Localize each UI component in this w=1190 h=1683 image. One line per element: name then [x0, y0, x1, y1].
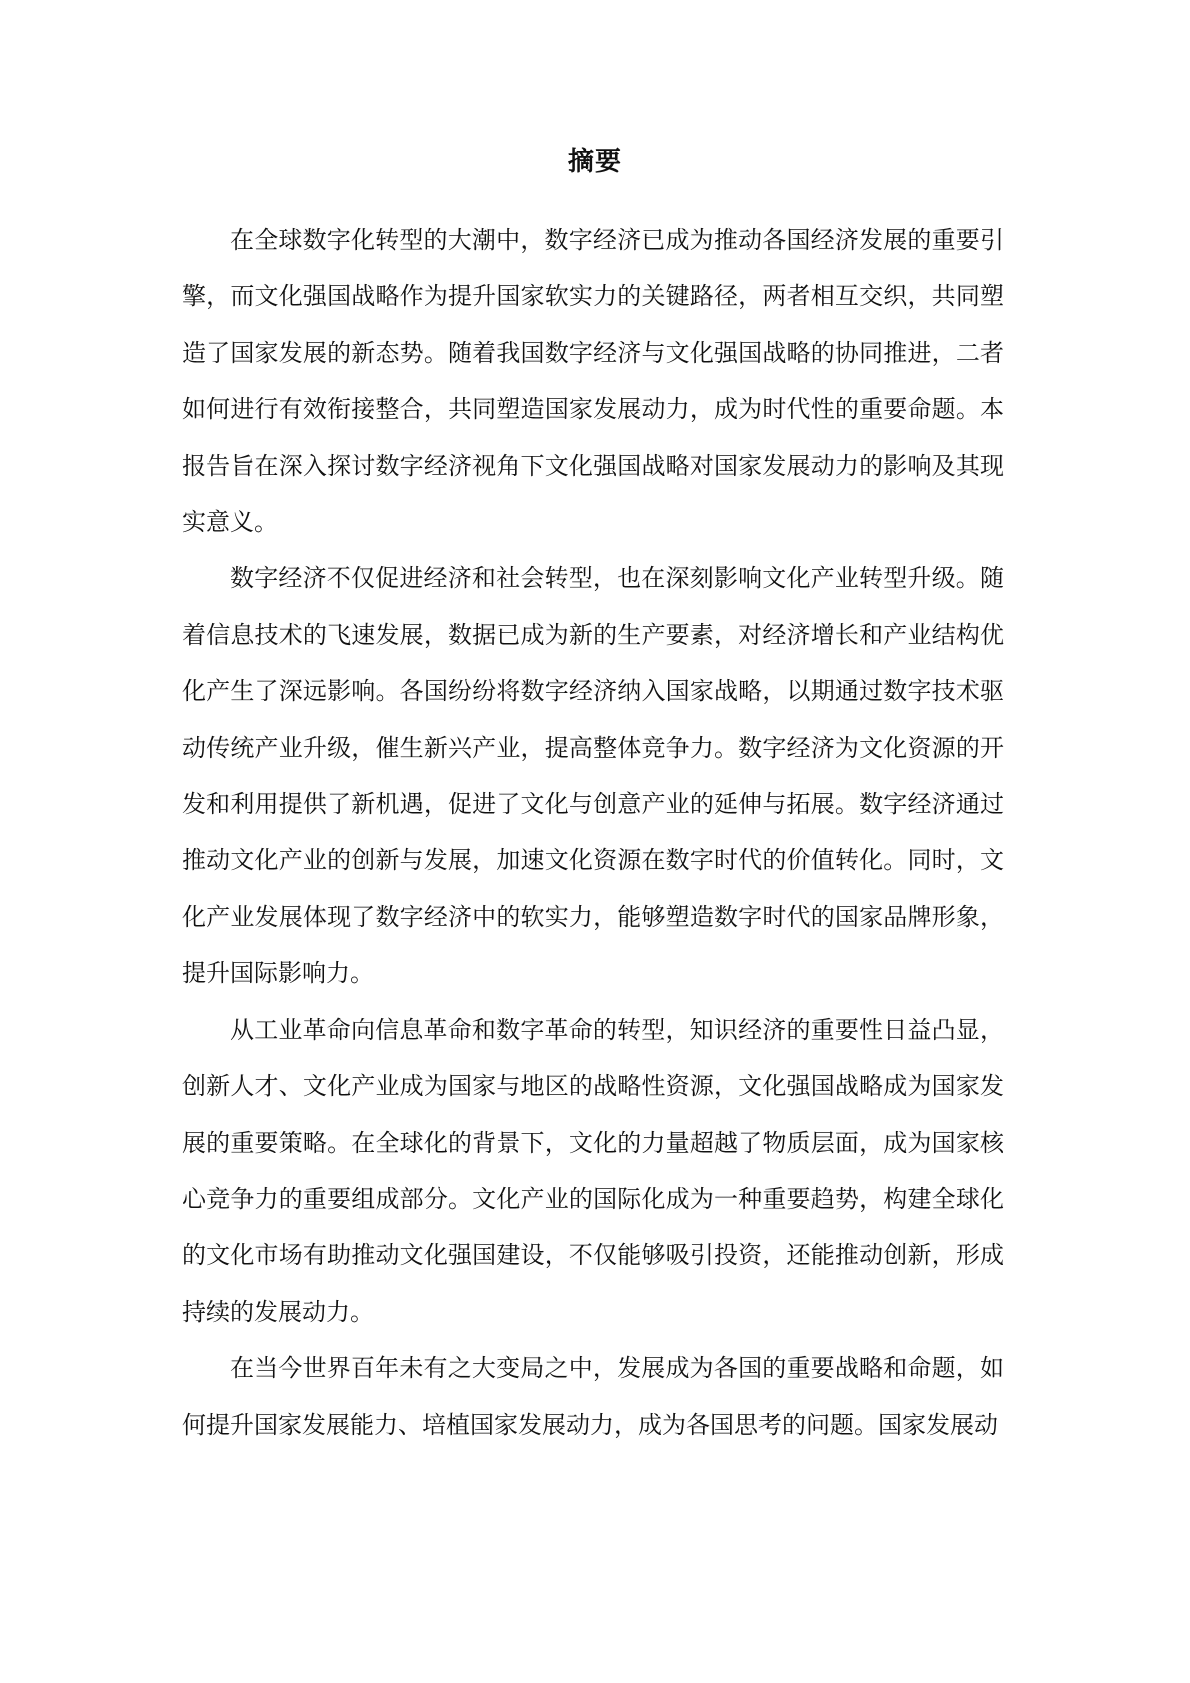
paragraph-3: 从工业革命向信息革命和数字革命的转型，知识经济的重要性日益凸显，创新人才、文化产业成为国家与地区的战略性资源，文化强国战略成为国家发展的重要策略。在全球化的背景下，文化的力量超越了物质层面，成为国家核心竞争力的重要组成部分。文化产业的国际化成为一种重要趋势，构建全球化的文化市场有助推动文化强国建设，不仅能够吸引投资，还能推动创新，形成持续的发展动力。 — [182, 1015, 1004, 1326]
document-body — [182, 212, 1004, 1453]
paragraph-4: 在当今世界百年未有之大变局之中，发展成为各国的重要战略和命题，如何提升国家发展能力、培植国家发展动力，成为各国思考的问题。国家发展动 — [182, 1354, 1004, 1439]
page-title: 摘要 — [567, 147, 622, 177]
paragraph-1: 在全球数字化转型的大潮中，数字经济已成为推动各国经济发展的重要引擎，而文化强国战略作为提升国家软实力的关键路径，两者相互交织，共同塑造了国家发展的新态势。随着我国数字经济与文化强国战略的协同推进，二者如何进行有效衔接整合，共同塑造国家发展动力，成为时代性的重要命题。本报告旨在深入探讨数字经济视角下文化强国战略对国家发展动力的影响及其现实意义。 — [182, 226, 1004, 537]
paragraph-2: 数字经济不仅促进经济和社会转型，也在深刻影响文化产业转型升级。随着信息技术的飞速发展，数据已成为新的生产要素，对经济增长和产业结构优化产生了深远影响。各国纷纷将数字经济纳入国家战略，以期通过数字技术驱动传统产业升级，催生新兴产业，提高整体竞争力。数字经济为文化资源的开发和利用提供了新机遇，促进了文化与创意产业的延伸与拓展。数字经济通过推动文化产业的创新与发展，加速文化资源在数字时代的价值转化。同时，文化产业发展体现了数字经济中的软实力，能够塑造数字时代的国家品牌形象，提升国际影响力。 — [182, 564, 1004, 988]
